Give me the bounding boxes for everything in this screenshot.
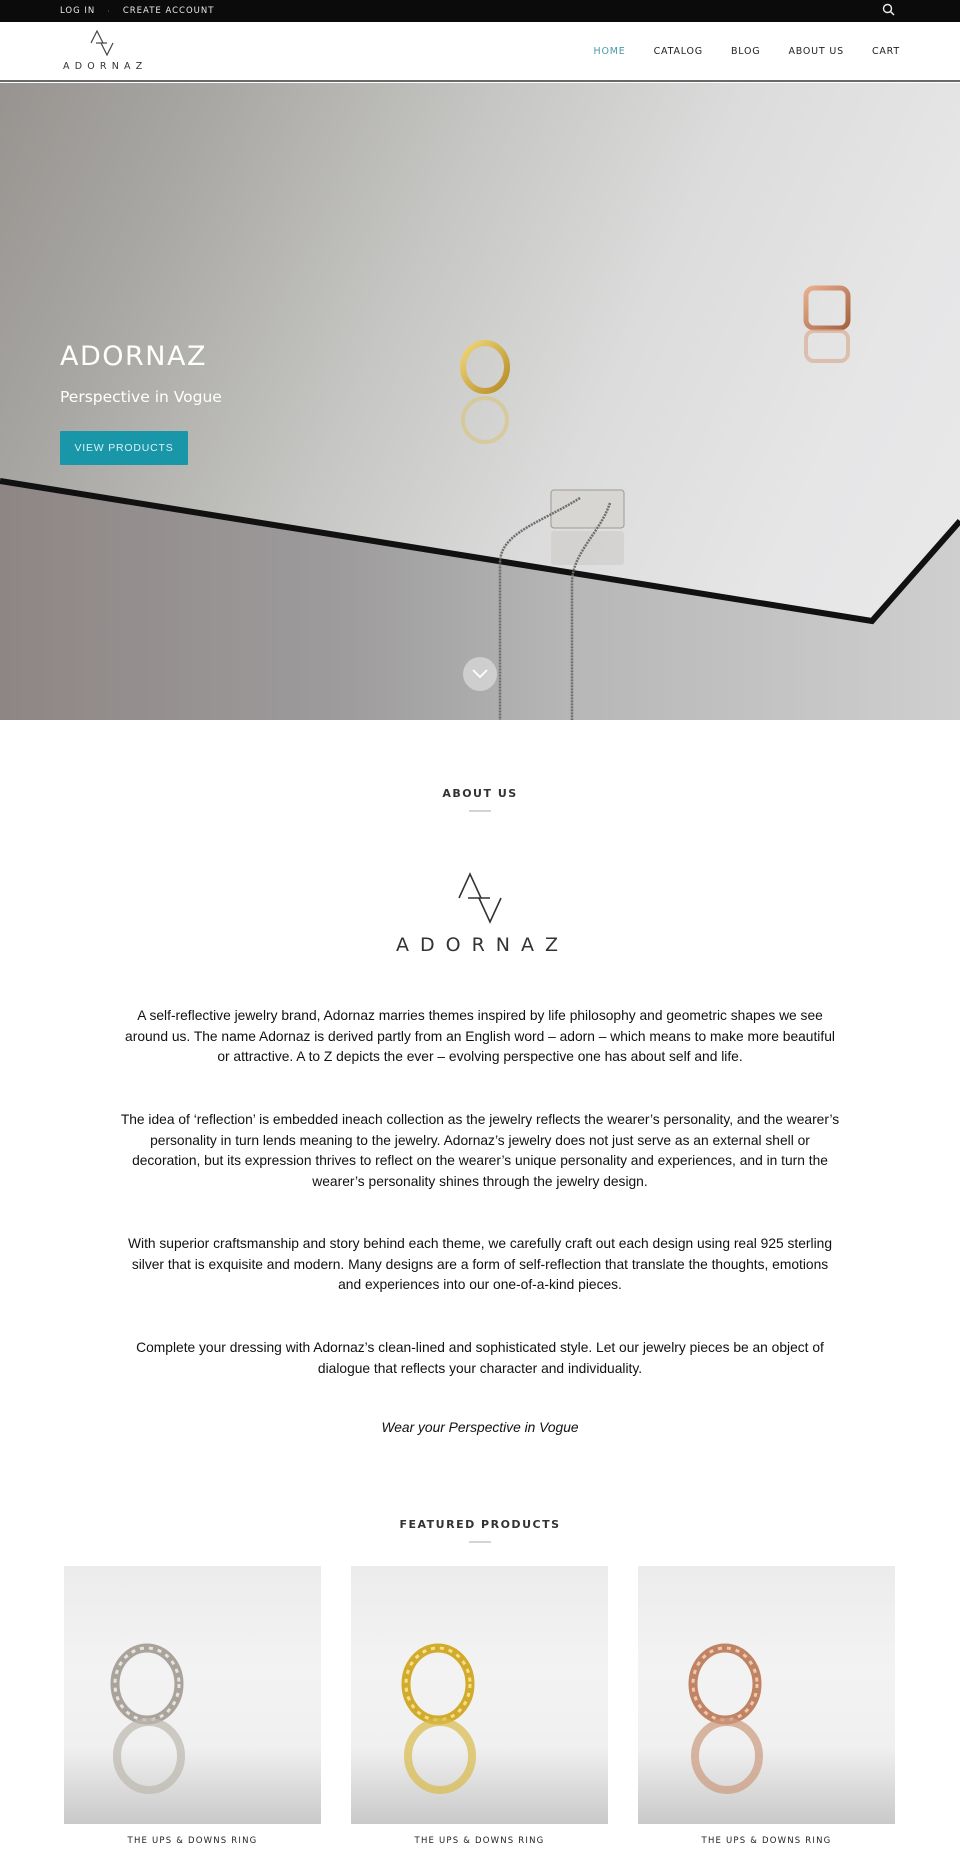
product-card[interactable]: [64, 1566, 321, 1846]
product-name[interactable]: THE UPS & DOWNS RING: [127, 1836, 258, 1846]
featured-products-heading: FEATURED PRODUCTS: [399, 1518, 561, 1531]
product-image[interactable]: [351, 1566, 608, 1824]
chevron-down-icon: [472, 669, 488, 679]
link-separator: ·: [107, 6, 111, 16]
account-links: [60, 6, 214, 16]
top-utility-bar: [0, 0, 960, 22]
product-name[interactable]: THE UPS & DOWNS RING: [414, 1836, 545, 1846]
product-card[interactable]: [351, 1566, 608, 1846]
about-us-heading: ABOUT US: [442, 787, 518, 800]
nav-catalog[interactable]: CATALOG: [653, 46, 703, 57]
nav-blog[interactable]: BLOG: [730, 46, 761, 57]
about-logo-text: ADORNAZ: [396, 934, 570, 956]
login-link[interactable]: LOG IN: [60, 6, 96, 16]
logo-mark-icon: [457, 872, 503, 926]
nav-about-us[interactable]: ABOUT US: [788, 46, 844, 57]
main-nav: [566, 46, 900, 57]
logo-mark-icon: [90, 30, 114, 56]
product-name[interactable]: THE UPS & DOWNS RING: [701, 1836, 832, 1846]
about-tagline: Wear your Perspective in Vogue: [381, 1420, 579, 1435]
view-products-button[interactable]: VIEW PRODUCTS: [60, 431, 188, 465]
section-divider: [469, 1541, 491, 1543]
logo-text: ADORNAZ: [63, 61, 148, 72]
about-paragraph-1: A self-reflective jewelry brand, Adornaz marries themes inspired by life philosophy and geometric shapes we see around us. The name Adornaz is derived partly from an English word – adorn – which means to make more beautiful or attractive. A to Z depicts the ever – evolving perspective one has about self and life.: [125, 1008, 835, 1064]
about-paragraph-4: Complete your dressing with Adornaz’s clean-lined and sophisticated style. Let our jewelry pieces be an object of dialogue that reflects your character and individuality.: [136, 1340, 824, 1376]
about-logo: [395, 872, 570, 957]
search-icon[interactable]: [882, 2, 896, 16]
create-account-link[interactable]: CREATE ACCOUNT: [122, 6, 215, 16]
hero-subtitle: Perspective in Vogue: [60, 388, 222, 406]
product-image[interactable]: [638, 1566, 895, 1824]
nav-home[interactable]: HOME: [593, 46, 626, 57]
nav-cart[interactable]: CART: [871, 46, 900, 57]
scroll-down-button[interactable]: [463, 657, 497, 691]
product-card[interactable]: [638, 1566, 895, 1846]
section-divider: [469, 810, 491, 812]
hero-banner: [0, 83, 960, 720]
product-image[interactable]: [64, 1566, 321, 1824]
about-paragraph-2: The idea of ‘reflection’ is embedded ineach collection as the jewelry reflects the wearer’s personality, and the wearer’s personality in turn lends meaning to the jewelry. Adornaz’s jewelry does not just serve as an external shell or decoration, but its expression thrives to reflect on the wearer’s unique personality and experiences, and in turn the wearer’s personality shines through the jewelry design.: [120, 1112, 840, 1189]
site-header: [0, 22, 960, 82]
site-logo[interactable]: [60, 30, 148, 76]
hero-title: ADORNAZ: [60, 341, 207, 372]
about-paragraph-3: With superior craftsmanship and story behind each theme, we carefully craft out each design using real 925 sterling silver that is exquisite and modern. Many designs are a form of self-reflection that translate the thoughts, emotions and experiences into our one-of-a-kind pieces.: [127, 1236, 832, 1292]
